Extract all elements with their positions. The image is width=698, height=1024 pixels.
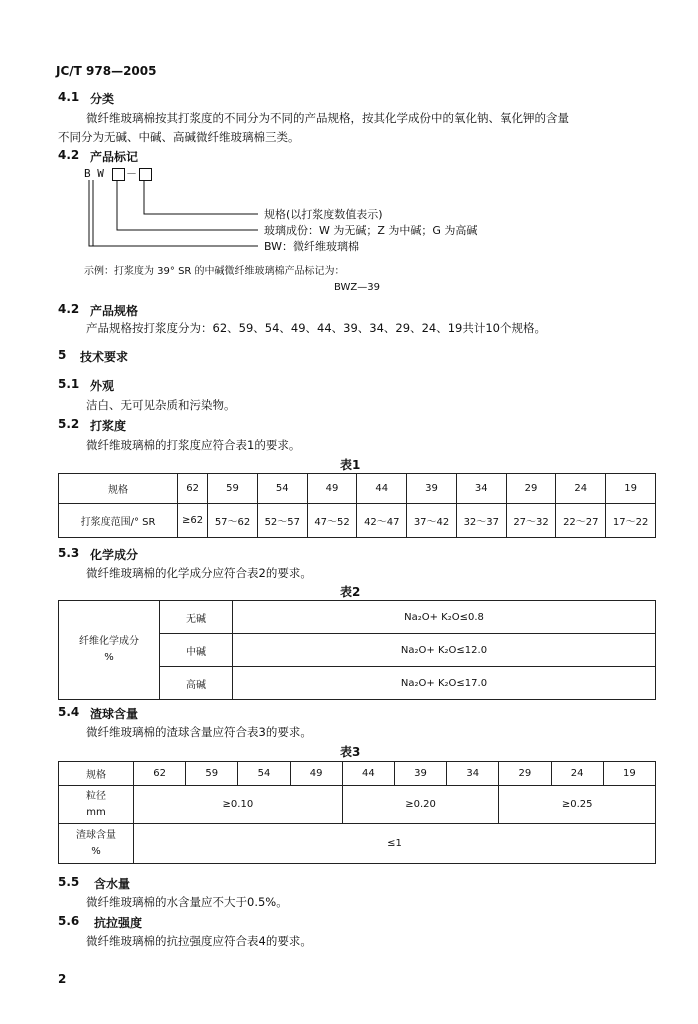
table3-slag-label-line1: 渣球含量 (76, 829, 116, 841)
table1-spec-cell: 44 (357, 474, 407, 504)
table1-range-cell: 17～22 (606, 504, 656, 538)
table1-range-cell: 57～62 (208, 504, 258, 538)
marking-label-composition: 玻璃成份：W 为无碱；Z 为中碱；G 为高碱 (264, 224, 478, 237)
table3-diameter-label-line2: mm (86, 806, 106, 818)
table3-spec-cell: 54 (238, 762, 290, 786)
table2-value-cell: Na₂O+ K₂O≤17.0 (233, 667, 656, 700)
page-number: 2 (58, 972, 67, 986)
table2-row-header (59, 601, 160, 700)
section-5-title: 技术要求 (80, 350, 129, 364)
table3-diameter-label-line1: 粒径 (86, 790, 106, 802)
section-4-2b-paragraph: 产品规格按打浆度分为：62、59、54、49、44、39、34、29、24、19共计10个规格。 (86, 321, 546, 335)
table1-range-label: 打浆度范围/° SR (59, 504, 178, 538)
section-5-4-number: 5.4 (58, 705, 80, 719)
table3-slag-label-line2: % (91, 845, 101, 857)
table1-spec-cell: 54 (257, 474, 307, 504)
table2-row-header-line1: 纤维化学成分 (79, 636, 139, 647)
table3-spec-cell: 24 (551, 762, 603, 786)
section-5-4-paragraph: 微纤维玻璃棉的渣球含量应符合表3的要求。 (86, 725, 312, 739)
section-4-2-number: 4.2 (58, 148, 80, 162)
table1-spec-cell: 29 (506, 474, 556, 504)
table1-range-cell: 27～32 (506, 504, 556, 538)
table2-value-cell: Na₂O+ K₂O≤12.0 (233, 634, 656, 667)
table2-type-cell: 高碱 (160, 667, 233, 700)
section-5-1-title: 外观 (90, 379, 115, 393)
table2-type-cell: 无碱 (160, 601, 233, 634)
section-4-2-title: 产品标记 (90, 150, 139, 164)
section-4-2b-title: 产品规格 (90, 304, 139, 318)
table3-diameter-cell: ≥0.10 (134, 786, 343, 824)
table3-spec-cell: 19 (603, 762, 655, 786)
table3-spec-cell: 44 (342, 762, 394, 786)
section-5-5-number: 5.5 (58, 875, 80, 889)
table1 (58, 473, 656, 538)
table1-spec-cell: 59 (208, 474, 258, 504)
table3-diameter-cell: ≥0.20 (342, 786, 499, 824)
marking-example-code: BWZ—39 (334, 282, 380, 293)
table3-diameter-label (59, 786, 134, 824)
section-5-4-title: 渣球含量 (90, 707, 139, 721)
table3-spec-cell: 34 (447, 762, 499, 786)
marking-dash: － (126, 167, 137, 180)
section-5-2-paragraph: 微纤维玻璃棉的打浆度应符合表1的要求。 (86, 438, 301, 452)
section-5-3-number: 5.3 (58, 546, 80, 560)
table3 (58, 761, 656, 864)
section-5-6-title: 抗拉强度 (94, 916, 143, 930)
table1-range-cell: 22～27 (556, 504, 606, 538)
table1-range-cell: 47～52 (307, 504, 357, 538)
table1-spec-cell: 24 (556, 474, 606, 504)
section-5-number: 5 (58, 348, 67, 362)
table1-caption: 表1 (340, 458, 361, 472)
section-5-5-paragraph: 微纤维玻璃棉的水含量应不大于0.5%。 (86, 895, 288, 909)
table1-range-cell: 42～47 (357, 504, 407, 538)
table3-spec-cell: 59 (186, 762, 238, 786)
section-5-3-title: 化学成分 (90, 548, 139, 562)
table1-spec-cell: 49 (307, 474, 357, 504)
table2-type-cell: 中碱 (160, 634, 233, 667)
table1-range-cell: 37～42 (407, 504, 457, 538)
section-4-1-paragraph-line2: 不同分为无碱、中碱、高碱微纤维玻璃棉三类。 (58, 130, 300, 144)
table1-spec-cell: 62 (178, 474, 208, 504)
marking-leader-lines (80, 178, 260, 250)
table1-range-cell: 52～57 (257, 504, 307, 538)
section-5-2-number: 5.2 (58, 417, 80, 431)
table2-value-cell: Na₂O+ K₂O≤0.8 (233, 601, 656, 634)
section-4-2b-number: 4.2 (58, 302, 80, 316)
section-4-1-title: 分类 (90, 92, 115, 106)
table3-diameter-cell: ≥0.25 (499, 786, 656, 824)
section-5-1-paragraph: 洁白、无可见杂质和污染物。 (86, 398, 236, 412)
marking-label-spec: 规格(以打浆度数值表示) (264, 208, 383, 221)
section-5-6-paragraph: 微纤维玻璃棉的抗拉强度应符合表4的要求。 (86, 934, 312, 948)
standard-number: JC/T 978—2005 (56, 64, 157, 78)
table2-row-header-line2: % (104, 652, 114, 663)
table3-spec-cell: 29 (499, 762, 551, 786)
table1-spec-cell: 34 (456, 474, 506, 504)
section-4-1-paragraph-line1: 微纤维玻璃棉按其打浆度的不同分为不同的产品规格，按其化学成份中的氧化钠、氧化钾的含量 (86, 111, 569, 125)
section-4-1-number: 4.1 (58, 90, 80, 104)
marking-code-bw: B W (84, 167, 104, 180)
table3-slag-cell: ≤1 (134, 824, 656, 864)
section-5-1-number: 5.1 (58, 377, 80, 391)
table3-caption: 表3 (340, 745, 361, 759)
table2-caption: 表2 (340, 585, 361, 599)
marking-example-text: 示例：打浆度为 39° SR 的中碱微纤维玻璃棉产品标记为： (84, 266, 345, 277)
table3-spec-cell: 49 (290, 762, 342, 786)
table1-header-spec-label: 规格 (59, 474, 178, 504)
table3-slag-label (59, 824, 134, 864)
marking-label-bw: BW：微纤维玻璃棉 (264, 240, 360, 253)
table1-range-cell: ≥62 (178, 504, 208, 538)
table1-spec-cell: 19 (606, 474, 656, 504)
table1-spec-cell: 39 (407, 474, 457, 504)
table3-spec-cell: 62 (134, 762, 186, 786)
table2 (58, 600, 656, 700)
section-5-3-paragraph: 微纤维玻璃棉的化学成分应符合表2的要求。 (86, 566, 312, 580)
table1-range-cell: 32～37 (456, 504, 506, 538)
section-5-2-title: 打浆度 (90, 419, 127, 433)
table3-spec-cell: 39 (394, 762, 446, 786)
section-5-6-number: 5.6 (58, 914, 80, 928)
table3-header-spec-label: 规格 (59, 762, 134, 786)
section-5-5-title: 含水量 (94, 877, 131, 891)
